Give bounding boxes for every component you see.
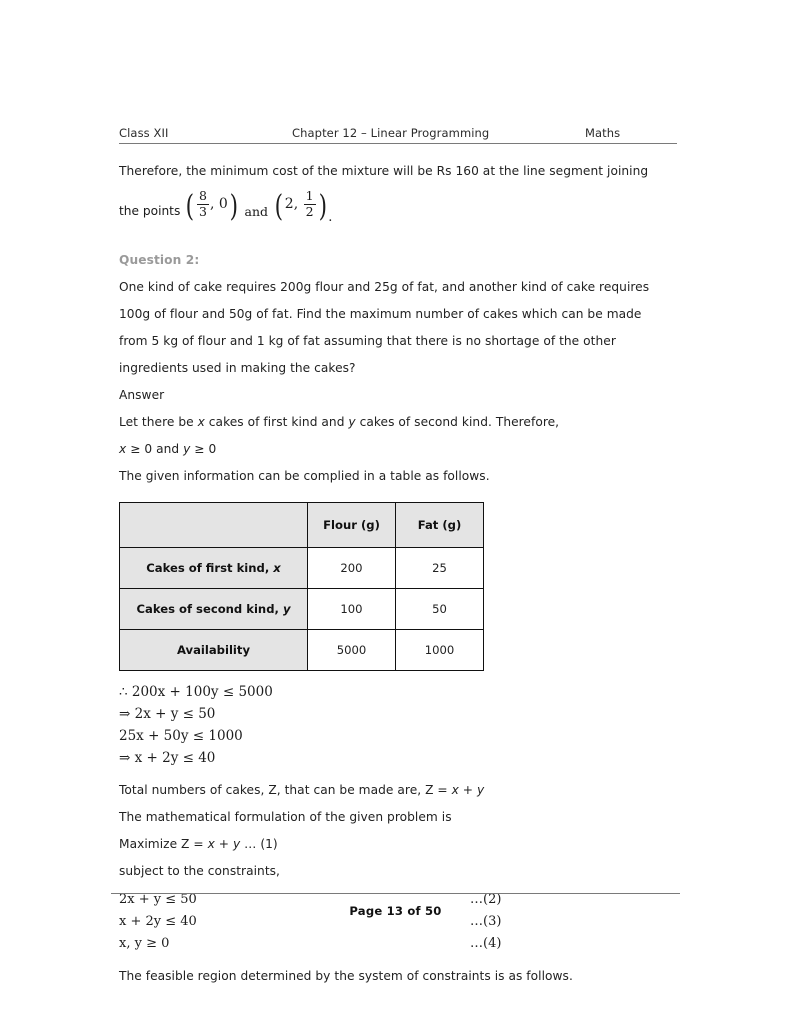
question-line-4: ingredients used in making the cakes?	[119, 361, 356, 375]
table-header-row	[120, 503, 484, 548]
points-conjunction: and	[244, 204, 269, 219]
section-spacer	[119, 225, 677, 247]
cell-first-kind-fat: 25	[396, 548, 484, 589]
answer-heading: Answer	[119, 388, 165, 402]
cell-second-kind-fat: 50	[396, 589, 484, 630]
point-one-y: 0	[218, 195, 228, 212]
row-label-availability	[120, 630, 308, 671]
row-label-text: Availability	[176, 643, 251, 657]
nonneg-middle: ≥ 0 and	[126, 442, 184, 456]
equation-number-1: … (1)	[240, 837, 278, 851]
variable-x: x	[451, 783, 459, 797]
cell-second-kind-flour: 100	[308, 589, 396, 630]
question-label: Question 2:	[119, 253, 200, 267]
column-header-flour: Flour (g)	[308, 503, 396, 548]
answer-nonnegativity	[119, 436, 677, 463]
constraint-expression: x, y ≥ 0	[119, 936, 170, 951]
nonneg-end: ≥ 0	[190, 442, 217, 456]
header-chapter: Chapter 12 – Linear Programming	[292, 126, 490, 140]
header-class: Class XII	[119, 126, 169, 140]
derivation-equations	[119, 681, 677, 769]
running-header	[119, 126, 677, 144]
point-one	[184, 188, 239, 224]
question-line-3: from 5 kg of flour and 1 kg of fat assuming that there is no shortage of the other	[119, 334, 616, 348]
column-header-fat: Fat (g)	[396, 503, 484, 548]
page-content	[119, 126, 677, 990]
requirements-table-wrapper	[119, 502, 677, 671]
table-row	[120, 589, 484, 630]
plus-sign: +	[214, 837, 233, 851]
maximize-text: Maximize Z =	[119, 837, 208, 851]
constraint-expression: 2x + y ≤ 50	[119, 892, 197, 907]
total-text: Total numbers of cakes, Z, that can be made are, Z =	[119, 783, 452, 797]
math-formulation-line: The mathematical formulation of the given problem is	[119, 810, 452, 824]
let-text-b: cakes of first kind and	[204, 415, 349, 429]
variable-y: y	[477, 783, 485, 797]
objective-line	[119, 831, 677, 858]
row-label-first-kind	[120, 548, 308, 589]
fraction-denominator: 3	[199, 203, 207, 219]
question-line-1: One kind of cake requires 200g flour and 25g of fat, and another kind of cake requires	[119, 280, 650, 294]
point-one-comma: ,	[209, 195, 219, 212]
intro-sentence: Therefore, the minimum cost of the mixture will be Rs 160 at the line segment joining	[119, 164, 649, 178]
variable-x: x	[207, 837, 215, 851]
variable-x: x	[273, 561, 281, 575]
constraint-number: …(4)	[470, 936, 502, 951]
right-paren-icon: )	[318, 189, 327, 224]
fraction-numerator: 1	[305, 188, 314, 203]
point-two	[273, 188, 328, 224]
fraction-denominator: 2	[305, 203, 314, 219]
row-label-text: Cakes of second kind,	[136, 602, 283, 616]
header-subject: Maths	[585, 126, 621, 140]
table-intro-sentence: The given information can be complied in a table as follows.	[119, 469, 490, 483]
points-line	[119, 185, 677, 225]
derivation-eq-4: ⇒ x + 2y ≤ 40	[119, 750, 216, 766]
cell-first-kind-flour: 200	[308, 548, 396, 589]
table-row	[120, 630, 484, 671]
left-paren-icon: (	[185, 189, 195, 224]
fraction-numerator: 8	[199, 188, 207, 203]
answer-let-line	[119, 409, 677, 436]
variable-y: y	[348, 415, 356, 429]
page-footer	[111, 893, 680, 918]
formulation-block	[119, 777, 677, 885]
left-paren-icon: (	[274, 189, 284, 224]
derivation-eq-3: 25x + 50y ≤ 1000	[119, 728, 243, 744]
variable-x: x	[197, 415, 205, 429]
points-label: the points	[119, 204, 181, 218]
table-corner-cell	[120, 503, 308, 548]
points-period: .	[328, 210, 333, 225]
question-line-2: 100g of flour and 50g of fat. Find the maximum number of cakes which can be made	[119, 307, 642, 321]
variable-y: y	[282, 602, 291, 616]
row-label-text: Cakes of first kind,	[146, 561, 274, 575]
variable-x: x	[119, 442, 127, 456]
feasible-region-sentence: The feasible region determined by the system of constraints is as follows.	[119, 969, 573, 983]
right-paren-icon: )	[229, 189, 238, 224]
table-row	[120, 548, 484, 589]
subject-to-line: subject to the constraints,	[119, 864, 280, 878]
constraint-number: …(3)	[470, 914, 502, 929]
plus-sign: +	[458, 783, 477, 797]
point-two-x: 2	[284, 195, 294, 212]
variable-y: y	[232, 837, 241, 851]
derivation-eq-1: ∴ 200x + 100y ≤ 5000	[119, 684, 273, 700]
let-text-a: Let there be	[119, 415, 198, 429]
fraction-one-half	[304, 190, 316, 218]
let-text-c: cakes of second kind. Therefore,	[355, 415, 560, 429]
total-cakes-line	[119, 777, 677, 804]
constraint-row	[119, 933, 677, 955]
row-label-second-kind	[120, 589, 308, 630]
cell-availability-flour: 5000	[308, 630, 396, 671]
variable-y: y	[183, 442, 191, 456]
constraint-expression: x + 2y ≤ 40	[119, 914, 197, 929]
requirements-table	[119, 502, 484, 671]
derivation-eq-2: ⇒ 2x + y ≤ 50	[119, 706, 216, 722]
point-two-comma: ,	[293, 195, 303, 212]
cell-availability-fat: 1000	[396, 630, 484, 671]
constraint-number: …(2)	[470, 892, 502, 907]
page-number: Page 13 of 50	[349, 904, 442, 918]
fraction-eight-thirds	[197, 190, 209, 218]
